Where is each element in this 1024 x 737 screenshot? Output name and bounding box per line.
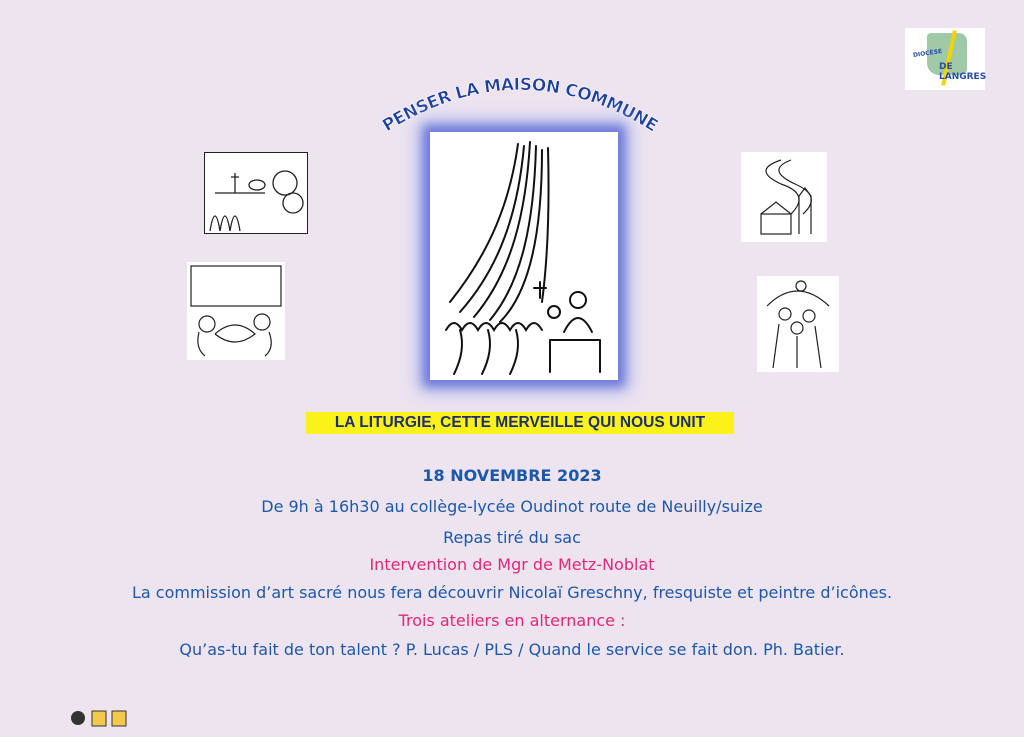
diocese-logo-icon — [905, 28, 985, 90]
event-date: 18 NOVEMBRE 2023 — [422, 466, 602, 485]
svg-text:PENSER LA MAISON COMMUNE — [379, 75, 661, 136]
event-meal: Repas tiré du sac — [443, 528, 581, 547]
church-sketch-icon — [741, 152, 827, 242]
stamp-icons — [70, 708, 132, 728]
highlight-banner: LA LITURGIE, CETTE MERVEILLE QUI NOUS UNIT — [306, 412, 734, 434]
people-sketch — [757, 276, 839, 372]
event-art-commission: La commission d’art sacré nous fera découvrir Nicolaï Greschny, fresquiste et peintre d’icônes. — [131, 583, 893, 602]
event-workshops: Qu’as-tu fait de ton talent ? P. Lucas / PLS / Quand le service se fait don. Ph. Batier. — [179, 640, 845, 659]
children-sketch — [187, 262, 285, 360]
logo-text-2: DE LANGRES — [939, 62, 987, 82]
logo-text-1: DIOCÈSE — [912, 47, 943, 60]
harvest-sketch — [204, 152, 308, 234]
main-illustration — [430, 132, 618, 380]
event-intervention: Intervention de Mgr de Metz-Noblat — [369, 555, 655, 574]
arched-title-text: PENSER LA MAISON COMMUNE — [379, 74, 661, 137]
event-schedule: De 9h à 16h30 au collège-lycée Oudinot route de Neuilly/suize — [261, 497, 763, 516]
event-workshops-heading: Trois ateliers en alternance : — [398, 611, 626, 630]
